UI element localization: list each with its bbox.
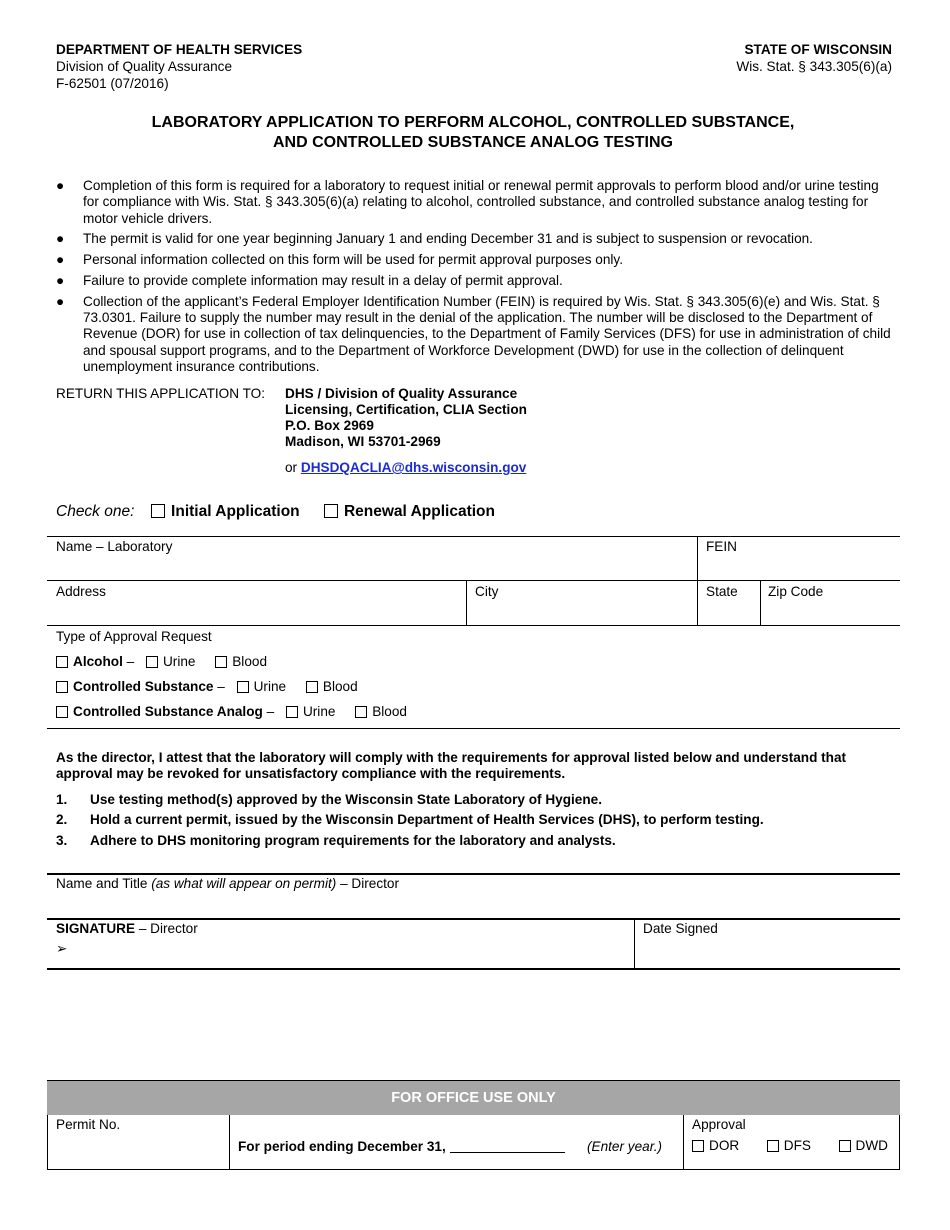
fein-field[interactable]: FEIN <box>706 539 737 554</box>
state-name: STATE OF WISCONSIN <box>744 42 892 57</box>
header-right <box>736 41 892 75</box>
dfs-checkbox[interactable] <box>767 1140 779 1152</box>
approval-row-controlled-substance <box>56 679 358 694</box>
page-title <box>0 113 946 153</box>
attestation-text: As the director, I attest that the laboratory will comply with the requirements for approval listed below and understand that approval may be revoked for unsatisfactory compliance with the requirements. <box>56 750 847 782</box>
grid-line <box>229 1115 230 1170</box>
bullet-text: The permit is valid for one year beginning January 1 and ending December 31 and is subject to suspension or revocation. <box>83 231 813 247</box>
city-field[interactable]: City <box>475 584 499 599</box>
grid-line <box>697 536 698 625</box>
controlled-substance-checkbox[interactable] <box>56 681 68 693</box>
date-signed-field[interactable]: Date Signed <box>643 921 718 936</box>
period-ending-row <box>238 1139 565 1154</box>
bullet-item <box>56 294 896 375</box>
title-line-2: AND CONTROLLED SUBSTANCE ANALOG TESTING <box>273 134 673 151</box>
info-bullets <box>56 178 896 380</box>
bullet-item <box>56 231 896 247</box>
director-name-title-field[interactable] <box>56 876 399 891</box>
requirement-number: 3. <box>56 833 68 848</box>
analog-label: Controlled Substance Analog <box>73 704 263 719</box>
bullet-item <box>56 252 896 268</box>
controlled-substance-urine-checkbox[interactable] <box>237 681 249 693</box>
grid-line <box>47 580 900 581</box>
return-line-1: DHS / Division of Quality Assurance <box>285 386 518 401</box>
statute-reference: Wis. Stat. § 343.305(6)(a) <box>736 59 892 74</box>
requirement-text: Hold a current permit, issued by the Wisconsin Department of Health Services (DHS), to perform testing. <box>90 812 764 827</box>
blood-label: Blood <box>232 654 268 669</box>
bullet-dot-icon: ● <box>56 178 65 193</box>
email-link[interactable]: DHSDQACLIA@dhs.wisconsin.gov <box>300 460 527 475</box>
requirement-item <box>56 792 602 807</box>
bullet-text: Collection of the applicant’s Federal Employer Identification Number (FEIN) is required by Wis. Stat. § 343.305(6)(e) and Wis. Stat. § 73.0301. Failure to supply the number may result in the denial of the application. The number will be disclosed to the Department of Revenue (DOR) for use in collection of tax delinquencies, to the Department of Family Services (DFS) for use in administration of child and spousal support programs, and to the Department of Workforce Development (DWD) for use in the collection of delinquent unemployment insurance contributions. <box>83 293 891 374</box>
controlled-substance-blood-checkbox[interactable] <box>306 681 318 693</box>
division-name: Division of Quality Assurance <box>56 59 233 74</box>
title-line-1: LABORATORY APPLICATION TO PERFORM ALCOHOL, CONTROLLED SUBSTANCE, <box>151 114 795 131</box>
name-title-suffix: – Director <box>336 876 400 891</box>
alcohol-urine-checkbox[interactable] <box>146 656 158 668</box>
analog-blood-checkbox[interactable] <box>355 706 367 718</box>
approval-row-controlled-substance-analog <box>56 704 407 719</box>
grid-line <box>47 918 900 920</box>
requirement-number: 2. <box>56 812 68 827</box>
grid-line <box>634 920 635 969</box>
bullet-dot-icon: ● <box>56 252 65 268</box>
requirement-item <box>56 812 764 827</box>
zip-code-field[interactable]: Zip Code <box>768 584 824 599</box>
bullet-text: Failure to provide complete information may result in a delay of permit approval. <box>83 272 563 288</box>
urine-label: Urine <box>162 654 196 669</box>
requirement-number: 1. <box>56 792 68 807</box>
grid-line <box>47 536 900 537</box>
requirement-text: Adhere to DHS monitoring program requirements for the laboratory and analysts. <box>90 833 616 848</box>
signature-label: SIGNATURE <box>56 921 136 936</box>
header-left <box>56 41 302 92</box>
dwd-checkbox[interactable] <box>839 1140 851 1152</box>
or-text: or <box>285 460 298 475</box>
signature-suffix: – Director <box>135 921 198 936</box>
alcohol-blood-checkbox[interactable] <box>215 656 227 668</box>
bullet-dot-icon: ● <box>56 272 65 288</box>
blood-label: Blood <box>322 679 358 694</box>
analog-checkbox[interactable] <box>56 706 68 718</box>
arrow-icon: ➢ <box>56 941 68 956</box>
alcohol-label: Alcohol <box>73 654 123 669</box>
requirement-text: Use testing method(s) approved by the Wisconsin State Laboratory of Hygiene. <box>90 792 602 807</box>
grid-line <box>683 1115 684 1170</box>
blood-label: Blood <box>372 704 407 719</box>
analog-urine-checkbox[interactable] <box>286 706 298 718</box>
return-line-3: P.O. Box 2969 <box>285 418 374 433</box>
grid-line <box>47 625 900 626</box>
bullet-item <box>56 273 896 289</box>
return-address <box>285 386 527 450</box>
initial-application-checkbox[interactable] <box>151 504 165 518</box>
dash: – <box>126 654 135 669</box>
grid-line <box>466 580 467 625</box>
period-label: For period ending December 31, <box>238 1139 446 1154</box>
permit-number-field[interactable]: Permit No. <box>56 1117 121 1132</box>
approval-row-alcohol <box>56 654 267 669</box>
grid-line <box>760 580 761 625</box>
requirement-item <box>56 833 616 848</box>
name-title-note: (as what will appear on permit) <box>151 876 337 891</box>
alcohol-checkbox[interactable] <box>56 656 68 668</box>
bullet-dot-icon: ● <box>56 293 65 309</box>
controlled-substance-label: Controlled Substance <box>73 679 214 694</box>
signature-field[interactable] <box>56 921 198 936</box>
return-label: RETURN THIS APPLICATION TO: <box>56 386 265 401</box>
approval-options <box>692 1138 888 1153</box>
bullet-item <box>56 178 896 227</box>
initial-application-label: Initial Application <box>171 503 300 520</box>
grid-line <box>47 728 900 729</box>
office-use-header: FOR OFFICE USE ONLY <box>47 1081 900 1115</box>
renewal-application-label: Renewal Application <box>343 503 495 520</box>
bullet-dot-icon: ● <box>56 231 65 247</box>
renewal-application-checkbox[interactable] <box>324 504 338 518</box>
state-field[interactable]: State <box>706 584 738 599</box>
check-one-row <box>56 503 515 521</box>
enter-year-note: (Enter year.) <box>587 1139 663 1154</box>
address-field[interactable]: Address <box>56 584 106 599</box>
dash: – <box>266 704 275 719</box>
urine-label: Urine <box>302 704 336 719</box>
urine-label: Urine <box>253 679 287 694</box>
dfs-label: DFS <box>783 1138 811 1153</box>
dor-label: DOR <box>709 1138 740 1153</box>
grid-line <box>47 873 900 875</box>
return-line-4: Madison, WI 53701-2969 <box>285 434 441 449</box>
dwd-label: DWD <box>855 1138 888 1153</box>
bullet-text: Personal information collected on this form will be used for permit approval purposes only. <box>83 252 623 268</box>
check-one-label: Check one: <box>56 503 135 520</box>
name-title-text: Name and Title <box>56 876 152 891</box>
dash: – <box>217 679 225 694</box>
approval-type-label: Type of Approval Request <box>56 629 212 644</box>
return-email-line <box>285 460 526 475</box>
form-number: F-62501 (07/2016) <box>56 76 169 91</box>
bullet-text: Completion of this form is required for a laboratory to request initial or renewal permit approvals to perform blood and/or urine testing for compliance with Wis. Stat. § 343.305(6)(a) relating to alcohol, controlled substance, and controlled substance analog testing for motor vehicle drivers. <box>83 178 879 226</box>
approval-label: Approval <box>692 1117 746 1132</box>
department-name: DEPARTMENT OF HEALTH SERVICES <box>56 42 303 57</box>
grid-line <box>47 968 900 970</box>
year-input[interactable] <box>450 1139 565 1153</box>
lab-name-field[interactable]: Name – Laboratory <box>56 539 173 554</box>
dor-checkbox[interactable] <box>692 1140 704 1152</box>
return-line-2: Licensing, Certification, CLIA Section <box>285 402 527 417</box>
